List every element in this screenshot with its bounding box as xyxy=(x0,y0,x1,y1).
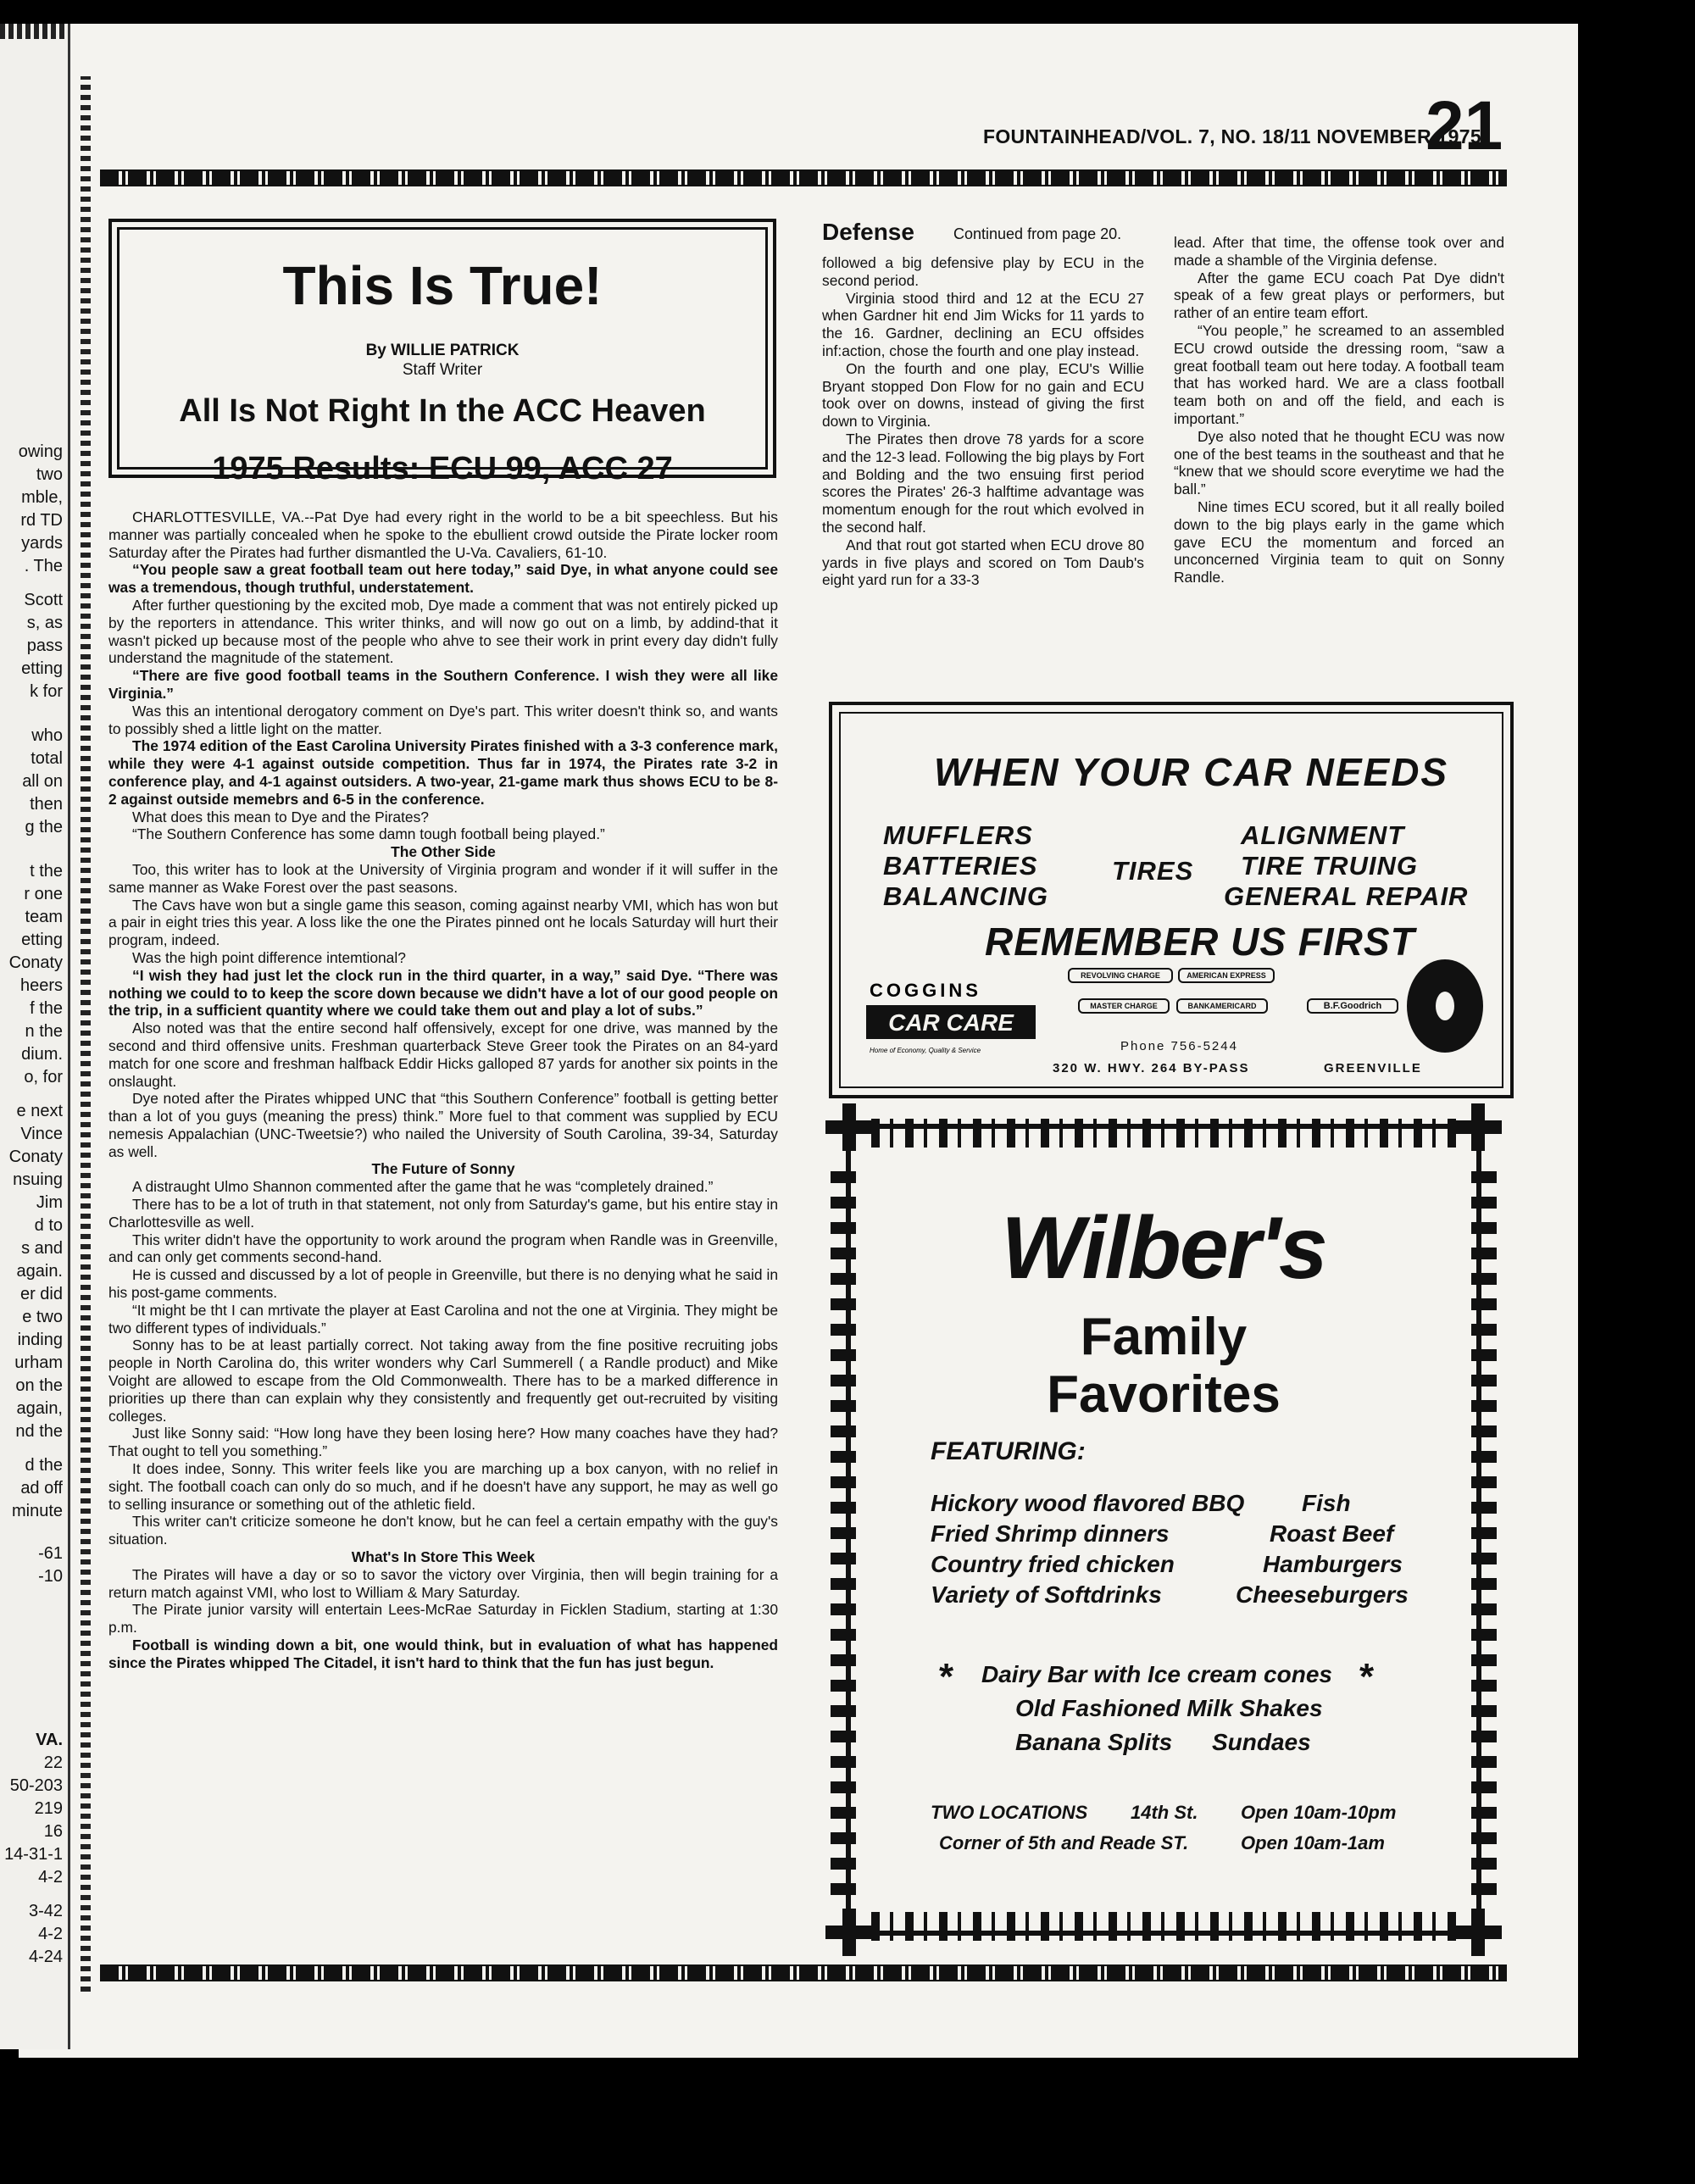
defense-paragraph: The Pirates then drove 78 yards for a score and the 12-3 lead. Following the big plays by Fort and Bolding and the two ensuing first period scores the Pirates' 26-3 halftime advantage was momentum enough for the rout which evolved in the second half. xyxy=(822,430,1144,536)
logo-main-text: CAR CARE xyxy=(888,1009,1014,1036)
defense-paragraph: followed a big defensive play by ECU in the second period. xyxy=(822,254,1144,289)
defense-paragraph: Virginia stood third and 12 at the ECU 27 when Gardner hit end Jim Wicks for 11 yards to the 16. Gardner, declining an ECU offsides inf:action, chose the fourth and one play instead. xyxy=(822,289,1144,359)
prev-page-text-fragment: ad off xyxy=(20,1479,63,1498)
byline-name: By WILLIE PATRICK xyxy=(365,342,520,359)
ad-top-ornament xyxy=(871,1119,1456,1148)
defense-continued-note: Continued from page 20. xyxy=(953,225,1122,242)
prev-page-text-fragment: Conaty xyxy=(8,1148,63,1166)
byline xyxy=(112,341,773,380)
menu-item-hamburgers: Hamburgers xyxy=(1263,1551,1403,1577)
location-2-hours: Open 10am-1am xyxy=(1241,1832,1385,1853)
location-2: Corner of 5th and Reade ST. xyxy=(939,1832,1189,1853)
article-paragraph: Was the high point difference intemtional? xyxy=(132,948,406,966)
article-paragraph: What does this mean to Dye and the Pirates? xyxy=(132,808,429,825)
coggins-logo xyxy=(858,968,1044,1061)
prev-page-text-fragment: Jim xyxy=(36,1193,63,1212)
prev-page-text-fragment: yards xyxy=(21,534,63,553)
prev-page-text-fragment: who xyxy=(31,726,63,745)
section-heading: The Future of Sonny xyxy=(371,1160,515,1178)
section-heading: The Other Side xyxy=(391,843,496,861)
prev-page-text-fragment: . The xyxy=(24,557,63,575)
article-paragraph: This writer didn't have the opportunity to work around the program when Randle was in Greenville, and can only get comments second-hand. xyxy=(108,1231,778,1266)
article-paragraph: “It might be tht I can mrtivate the player at East Carolina and not the one at Virginia. They might be two different types of individuals.” xyxy=(108,1301,778,1337)
prev-page-text-fragment: 4-2 xyxy=(38,1925,63,1943)
article-paragraph: Also noted was that the entire second half offensively, except for one drive, was manned by the second and third offensive units. Freshman quarterback Steve Greer took the Pirates on an 84-yard match for one score and freshman halfback Eddir Hicks galloped 87 yards for another six points in the onslaught. xyxy=(108,1020,778,1090)
prev-page-text-fragment: two xyxy=(36,465,63,484)
milk-shakes-line: Old Fashioned Milk Shakes xyxy=(1015,1695,1323,1721)
service-general-repair: GENERAL REPAIR xyxy=(1224,881,1469,911)
prev-page-text-fragment: er did xyxy=(19,1285,63,1303)
card-master-charge: MASTER CHARGE xyxy=(1078,998,1170,1014)
prev-page-text-fragment: urham xyxy=(14,1353,63,1372)
prev-page-text-fragment: d the xyxy=(25,1456,63,1475)
article-paragraph: Sonny has to be at least partially correct. Not taking away from the fine positive recruiting jobs people in North Carolina do, this writer wonders why Carl Summerell ( a Randle product) and Mike Voight are allowed to escape from the Old Commonwealth. There has to be a marked difference in priorities up there than can explain why they consistently and frequently get out-recruited by visiting colleges. xyxy=(108,1337,778,1425)
article-paragraph: This writer can't criticize someone he don't know, but he can feel a certain empathy with the guy's situation. xyxy=(108,1513,778,1548)
defense-paragraph: Dye also noted that he thought ECU was now one of the best teams in the southeast and that he “knew that we should score everytime we had the ball.” xyxy=(1174,427,1504,498)
prev-page-text-fragment: 16 xyxy=(43,1822,63,1841)
article-title: This Is True! xyxy=(282,255,603,316)
menu-item-fish: Fish xyxy=(1302,1490,1351,1516)
ad-slogan: REMEMBER US FIRST xyxy=(985,920,1415,964)
prev-page-text-fragment: etting xyxy=(21,659,63,678)
article-paragraph: It does indee, Sonny. This writer feels like you are marching up a box canyon, with no relief in sight. The football coach can only do so much, and if he doesn't have any support, he may as well go to selling insurance or something out of the athletic field. xyxy=(108,1460,778,1513)
prev-page-text-fragment: rd TD xyxy=(20,511,63,530)
prev-page-text-fragment: 14-31-1 xyxy=(4,1845,63,1864)
article-headline: All Is Not Right In the ACC Heaven xyxy=(179,393,706,429)
prev-page-text-fragment: s, as xyxy=(26,614,63,632)
defense-column-1 xyxy=(822,254,1144,589)
article-paragraph: The 1974 edition of the East Carolina University Pirates finished with a 3-3 conference mark, while they were 4-1 against outside competition. Thus far in 1974, the Pirates rate 3-2 in conference play, and 4-1 against outsiders. A two-year, 21-game mark thus shows ECU to be 8-2 against outside memebrs and 6-5 in the conference. xyxy=(108,737,778,808)
corner-ornament-icon xyxy=(825,1909,873,1956)
defense-title: Defense xyxy=(822,219,914,245)
prev-page-text-fragment: d to xyxy=(34,1216,63,1235)
byline-role: Staff Writer xyxy=(402,361,483,379)
article-paragraph: Too, this writer has to look at the University of Virginia program and wonder if it will suffer in the same manner as Wake Forest over the past seasons. xyxy=(108,860,778,896)
article-paragraph: The Pirates will have a day or so to savor the victory over Virginia, then will begin training for a return match against VMI, who lost to William & Mary Saturday. xyxy=(108,1565,778,1601)
article-paragraph: Football is winding down a bit, one would think, but in evaluation of what has happened since the Pirates whipped The Citadel, it isn't hard to think that the fun has just begun. xyxy=(108,1637,778,1671)
prev-page-border xyxy=(0,24,68,39)
prev-page-text-fragment: 219 xyxy=(34,1799,63,1818)
top-decorative-rule xyxy=(100,169,1507,186)
ad-address: 320 W. HWY. 264 BY-PASS xyxy=(1053,1061,1250,1075)
prev-page-text-fragment: f the xyxy=(30,999,63,1018)
prev-page-text-fragment: total xyxy=(31,749,63,768)
card-american-express: AMERICAN EXPRESS xyxy=(1178,968,1275,983)
article-paragraph: Dye noted after the Pirates whipped UNC that “this Southern Conference” football is getting better than a lot of you guys (meaning the press) think.” More fuel to that comment was supplied by ECU nemesis Appalachian (UNC-Tweetsie?) who nailed the University of South Carolina, 39-34, Saturday as well. xyxy=(108,1090,778,1160)
menu-item-shrimp: Fried Shrimp dinners xyxy=(931,1520,1170,1547)
section-heading: What's In Store This Week xyxy=(351,1548,536,1566)
ad-city: GREENVILLE xyxy=(1324,1061,1422,1075)
prev-page-text-fragment: t the xyxy=(30,862,63,881)
bottom-decorative-rule xyxy=(100,1964,1507,1981)
article-paragraph: The Cavs have won but a single game this season, coming against nearby VMI, which has won but a pair in eight tries this year. A loss like the one the Pirates pinned ont he locals Saturday will hurt their program, indeed. xyxy=(108,896,778,949)
article-paragraph: The Pirate junior varsity will entertain Lees-McRae Saturday in Ficklen Stadium, starting at 1:30 p.m. xyxy=(108,1601,778,1637)
prev-page-text-fragment: 22 xyxy=(43,1753,63,1772)
service-batteries: BATTERIES xyxy=(883,851,1038,881)
sundaes: Sundaes xyxy=(1212,1729,1311,1755)
prev-page-text-fragment: e two xyxy=(22,1308,63,1326)
article-paragraph: Was this an intentional derogatory comment on Dye's part. This writer doesn't think so, and wants to possibly shed a little light on the matter. xyxy=(108,702,778,737)
prev-page-text-fragment: Vince xyxy=(20,1125,63,1143)
prev-page-text-fragment: -10 xyxy=(38,1567,63,1586)
locations-label: TWO LOCATIONS xyxy=(931,1802,1088,1823)
prev-page-text-fragment: 50-203 xyxy=(9,1776,63,1795)
prev-page-text-fragment: pass xyxy=(26,636,63,655)
service-mufflers: MUFFLERS xyxy=(883,820,1033,850)
prev-page-text-fragment: nd the xyxy=(15,1422,63,1441)
star-icon: * xyxy=(939,1656,954,1698)
service-alignment: ALIGNMENT xyxy=(1241,820,1405,850)
defense-paragraph: Nine times ECU scored, but it all really boiled down to the big plays early in the game which gave ECU the momentum and forced an unconcerned Virginia team to quit on Sonny Randle. xyxy=(1174,497,1504,586)
bf-goodrich-logo: B.F.Goodrich xyxy=(1307,998,1398,1014)
left-decorative-border xyxy=(81,76,91,1992)
ad-phone: Phone 756-5244 xyxy=(1120,1039,1238,1053)
prev-page-text-fragment: inding xyxy=(17,1331,63,1349)
article-paragraph: Just like Sonny said: “How long have they been losing here? How many coaches have they had? That ought to tell you something.” xyxy=(108,1425,778,1460)
article-subhead: 1975 Results: ECU 99, ACC 27 xyxy=(212,451,673,486)
tagline-line-2: Favorites xyxy=(1047,1365,1281,1424)
article-title-box xyxy=(108,219,776,478)
prev-page-text-fragment: on the xyxy=(15,1376,63,1395)
prev-page-text-fragment: 3-42 xyxy=(28,1902,63,1920)
location-1: 14th St. xyxy=(1131,1802,1198,1823)
prev-page-text-fragment: o, for xyxy=(24,1068,63,1086)
star-icon: * xyxy=(1359,1656,1375,1698)
article-paragraph: “There are five good football teams in the Southern Conference. I wish they were all like Virginia.” xyxy=(108,667,778,702)
prev-page-text-fragment: Conaty xyxy=(8,953,63,972)
prev-page-text-fragment: all on xyxy=(22,772,63,791)
prev-page-text-fragment: -61 xyxy=(38,1544,63,1563)
corner-ornament-icon xyxy=(825,1103,873,1151)
defense-paragraph: “You people,” he screamed to an assembled ECU crowd outside the dressing room, “saw a great football team out here today. A football team that has worked hard. We are a class football team both on and off the field, and each is important.” xyxy=(1174,321,1504,427)
wilbers-restaurant-ad xyxy=(820,1098,1507,1961)
service-balancing: BALANCING xyxy=(883,881,1048,911)
prev-page-text-fragment: g the xyxy=(25,818,63,836)
article-paragraph: A distraught Ulmo Shannon commented after the game that he was “completely drained.” xyxy=(132,1178,714,1196)
prev-page-text-fragment: nsuing xyxy=(13,1170,63,1189)
article-paragraph: “I wish they had just let the clock run in the third quarter, in a way,” said Dye. “There was nothing we could to to keep the score down because we didn't have a lot of our good people on the trip, in a sufficient quantity where we could take them out and play a lot of subs.” xyxy=(108,966,778,1020)
corner-ornament-icon xyxy=(1454,1103,1502,1151)
defense-column-2 xyxy=(1174,234,1504,586)
menu-item-softdrinks: Variety of Softdrinks xyxy=(931,1581,1162,1608)
article-paragraph: CHARLOTTESVILLE, VA.--Pat Dye had every right in the world to be a bit speechless. But his manner was partially concealed when he spoke to the ebullient crowd outside the Pirate locker room Saturday after the Pirates had further dismantled the U-Va. Cavaliers, 61-10. xyxy=(108,508,778,561)
article-paragraph: “You people saw a great football team out here today,” said Dye, in what anyone could see was a tremendous, though truthful, understatement. xyxy=(108,561,778,597)
location-1-hours: Open 10am-10pm xyxy=(1241,1802,1397,1823)
ad-tagline xyxy=(820,1309,1507,1424)
prev-page-text-fragment: team xyxy=(25,908,63,926)
menu-item-cheeseburgers: Cheeseburgers xyxy=(1236,1581,1409,1608)
ad-bottom-ornament xyxy=(871,1912,1456,1941)
service-tires: TIRES xyxy=(1112,856,1194,886)
prev-page-text-fragment: mble, xyxy=(21,488,63,507)
prev-page-text-fragment: owing xyxy=(18,442,63,461)
card-revolving-charge: REVOLVING CHARGE xyxy=(1068,968,1173,983)
article-paragraph: “The Southern Conference has some damn tough football being played.” xyxy=(132,825,605,843)
prev-page-text-fragment: dium. xyxy=(21,1045,63,1064)
page-number: 21 xyxy=(1425,87,1503,164)
logo-tagline: Home of Economy, Quality & Service xyxy=(870,1047,981,1054)
prev-page-text-fragment: VA. xyxy=(36,1731,63,1749)
prev-page-text-fragment: again, xyxy=(16,1399,63,1418)
tire-icon xyxy=(1407,959,1483,1053)
prev-page-text-fragment: Scott xyxy=(24,591,63,609)
prev-page-text-fragment: again. xyxy=(16,1262,63,1281)
dairy-bar-line: Dairy Bar with Ice cream cones xyxy=(981,1661,1332,1687)
card-bankamericard: BANKAMERICARD xyxy=(1176,998,1268,1014)
prev-page-text-fragment: 4-2 xyxy=(38,1868,63,1887)
logo-top-text: COGGINS xyxy=(870,980,981,1001)
tagline-line-1: Family xyxy=(1080,1308,1248,1366)
defense-paragraph: And that rout got started when ECU drove 80 yards in five plays and scored on Tom Daub's eight yard run for a 33-3 xyxy=(822,536,1144,589)
previous-page-edge xyxy=(0,24,70,2049)
prev-page-text-fragment: 4-24 xyxy=(28,1948,63,1966)
menu-item-bbq: Hickory wood flavored BBQ xyxy=(931,1490,1245,1516)
service-tire-truing: TIRE TRUING xyxy=(1241,851,1419,881)
page-header: FOUNTAINHEAD/VOL. 7, NO. 18/11 NOVEMBER 1975 xyxy=(983,125,1481,147)
prev-page-text-fragment: n the xyxy=(25,1022,63,1041)
prev-page-text-fragment: etting xyxy=(21,931,63,949)
article-paragraph: There has to be a lot of truth in that statement, not only from Saturday's game, but his entire stay in Charlottesville as well. xyxy=(108,1196,778,1231)
menu-item-chicken: Country fried chicken xyxy=(931,1551,1175,1577)
featuring-label: FEATURING: xyxy=(931,1437,1086,1465)
prev-page-text-fragment: e next xyxy=(16,1102,63,1120)
prev-page-text-fragment: r one xyxy=(24,885,63,903)
prev-page-text-fragment: heers xyxy=(19,976,63,995)
article-paragraph: He is cussed and discussed by a lot of people in Greenville, but there is no denying what he said in his post-game comments. xyxy=(108,1266,778,1302)
ad-headline: WHEN YOUR CAR NEEDS xyxy=(934,750,1449,794)
prev-page-text-fragment: then xyxy=(30,795,63,814)
menu-item-roast-beef: Roast Beef xyxy=(1270,1520,1394,1547)
coggins-car-care-ad xyxy=(829,702,1514,1098)
corner-ornament-icon xyxy=(1454,1909,1502,1956)
defense-paragraph: After the game ECU coach Pat Dye didn't speak of a few great plays or performers, but rather of an entire team effort. xyxy=(1174,269,1504,322)
banana-splits: Banana Splits xyxy=(1015,1729,1173,1755)
article-body xyxy=(108,508,778,1672)
defense-paragraph: On the fourth and one play, ECU's Willie Bryant stopped Don Flow for no gain and ECU took over on downs, instead of giving the first down to Virginia. xyxy=(822,359,1144,431)
restaurant-name: Wilber's xyxy=(1001,1199,1326,1298)
defense-paragraph: lead. After that time, the offense took over and made a shamble of the Virginia defense. xyxy=(1174,234,1504,269)
prev-page-text-fragment: s and xyxy=(21,1239,63,1258)
prev-page-text-fragment: k for xyxy=(30,682,63,701)
article-paragraph: After further questioning by the excited mob, Dye made a comment that was not entirely picked up by the reporters in attendance. This writer thinks, and will now go out on a limb, by addind-that it wasn't picked up because most of the people who ahve to see their work in print every day didn't fully understand the magnitude of the statement. xyxy=(108,596,778,667)
prev-page-text-fragment: minute xyxy=(11,1502,63,1520)
